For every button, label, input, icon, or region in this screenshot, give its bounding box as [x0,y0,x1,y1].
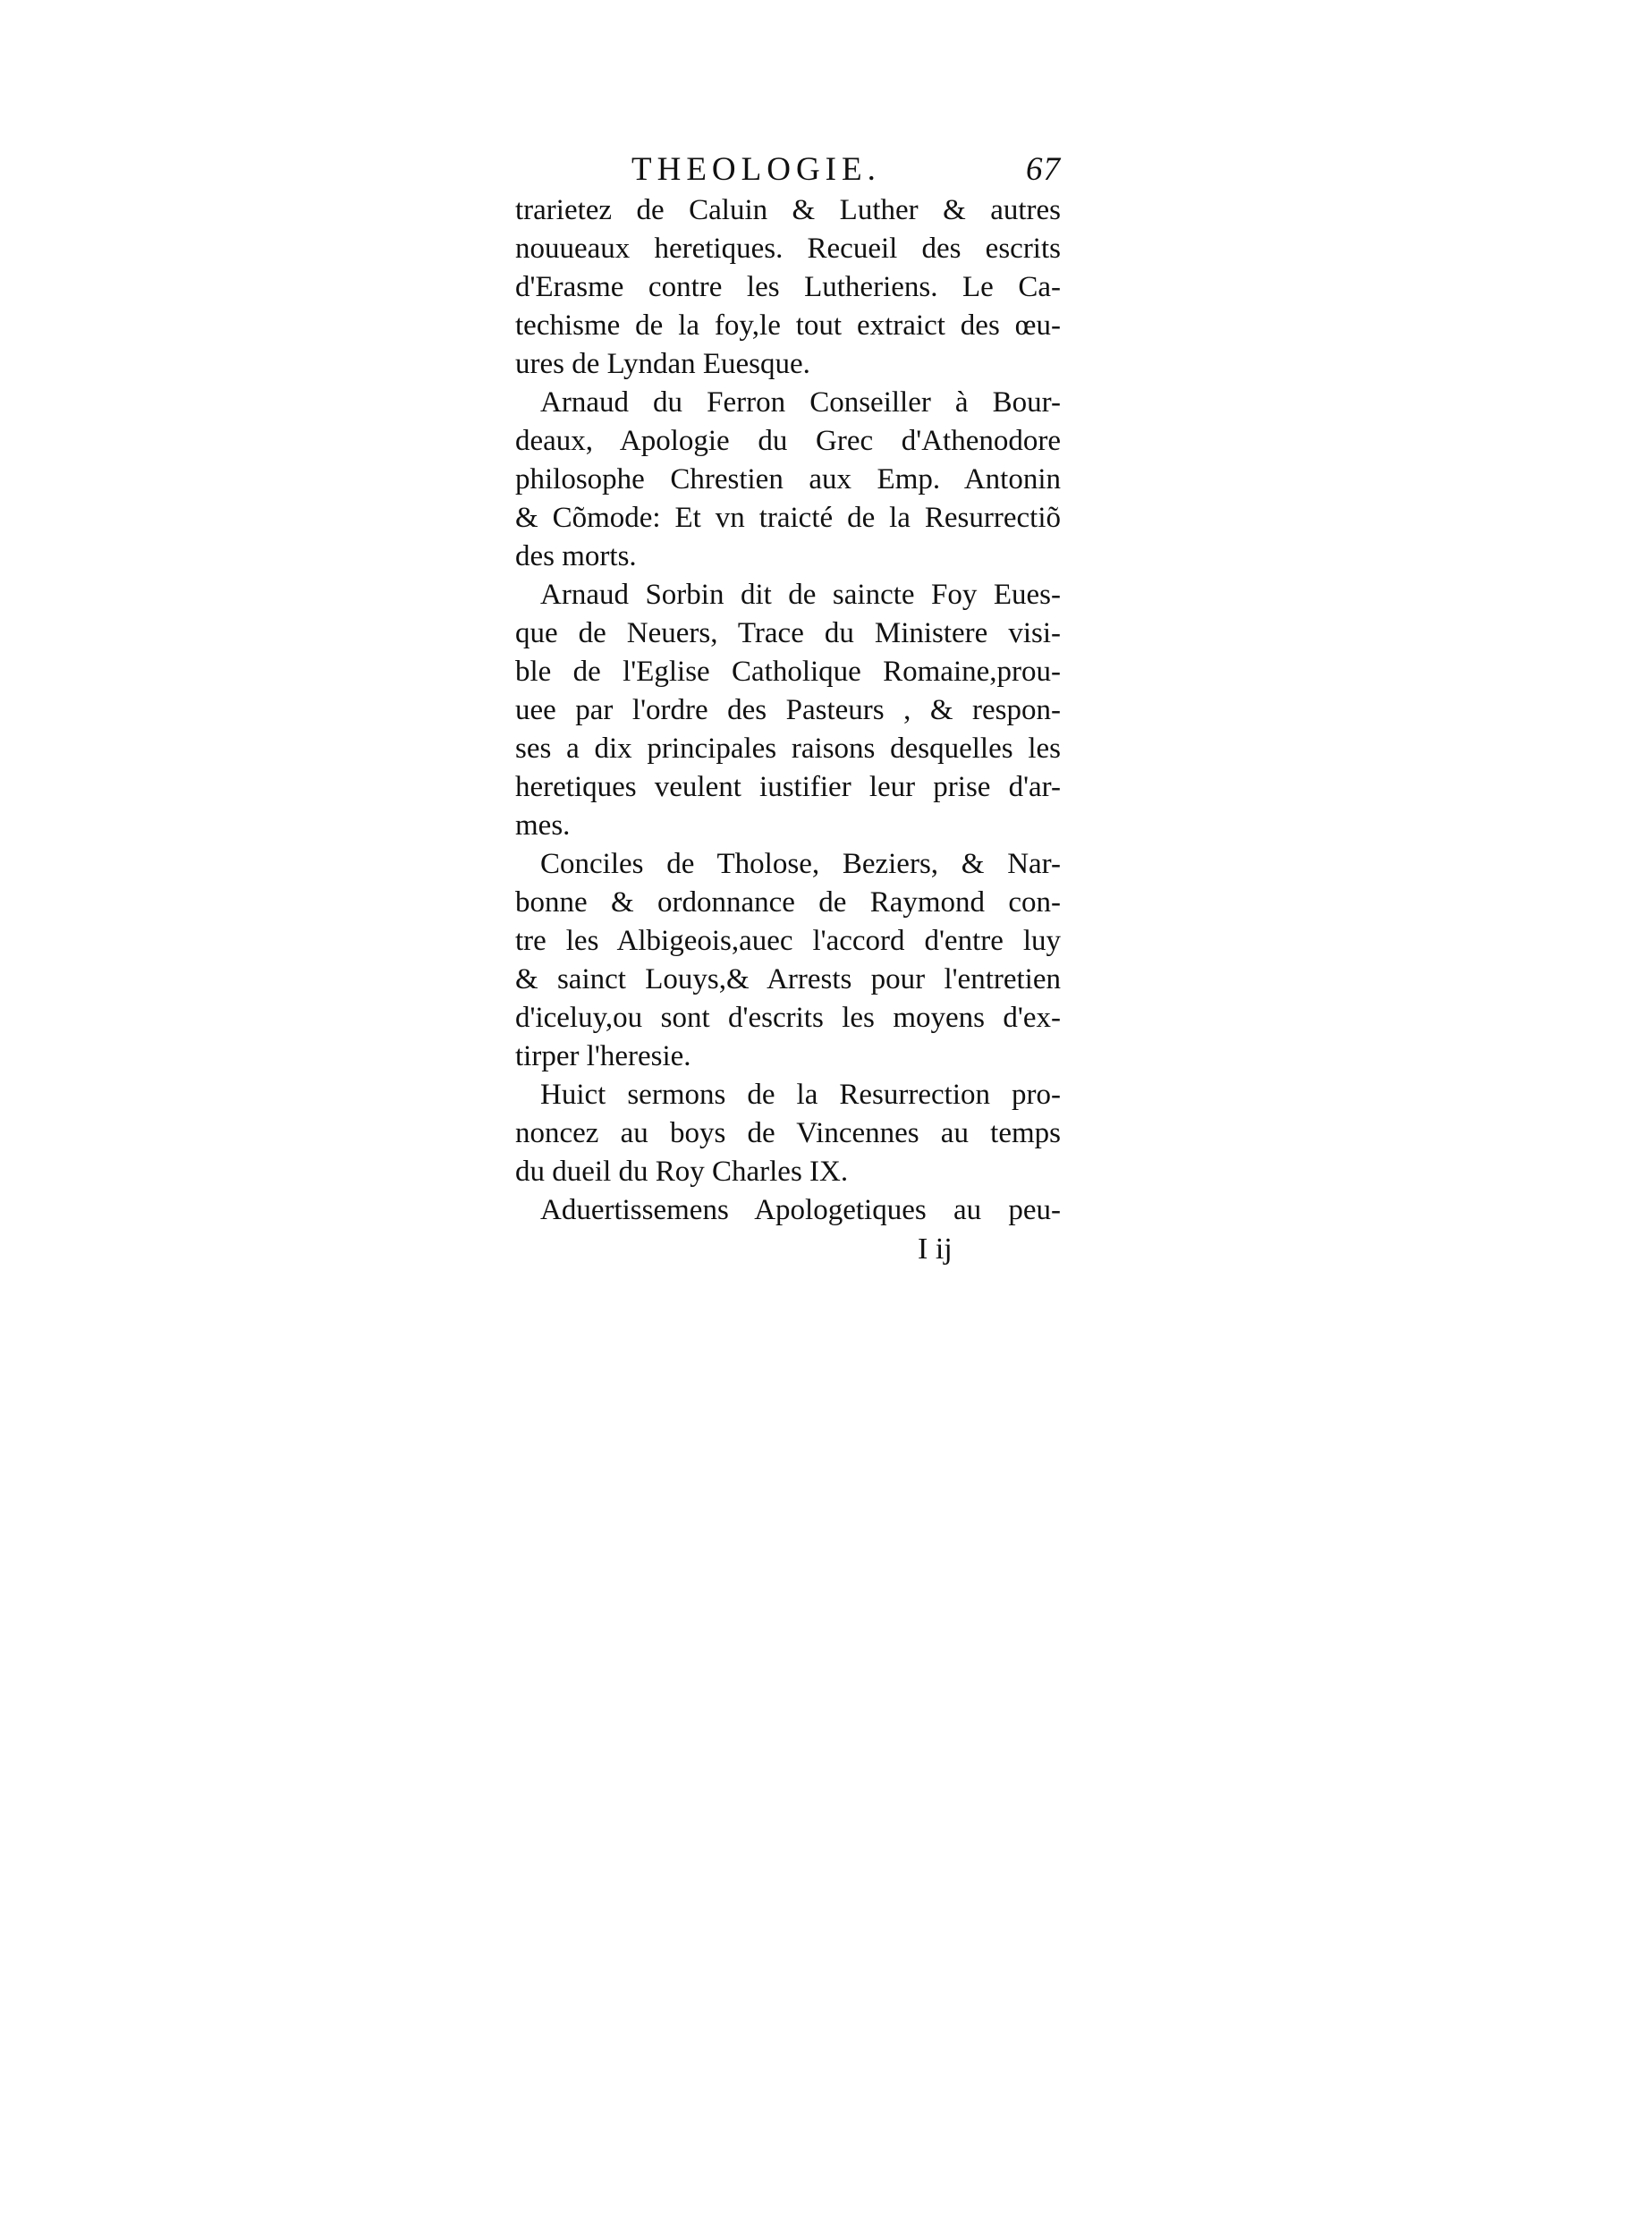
text-line: d'Erasme contre les Lutheriens. Le Ca- [515,271,1061,303]
running-head [515,150,1061,191]
text-line: tre les Albigeois,auec l'accord d'entre luy [515,925,1061,957]
signature-mark-row [515,1230,1061,1268]
text-line: d'iceluy,ou sont d'escrits les moyens d'ex- [515,1002,1061,1034]
text-line: heretiques veulent iustifier leur prise d'ar- [515,771,1061,803]
running-head-title: THEOLOGIE. [631,151,881,188]
text-line: techisme de la foy,le tout extraict des œu- [515,309,1061,342]
text-line: des morts. [515,540,637,572]
text-line: ble de l'Eglise Catholique Romaine,prou- [515,656,1061,688]
text-line: Arnaud Sorbin dit de saincte Foy Eues- [540,579,1061,611]
text-line: nouueaux heretiques. Recueil des escrits [515,233,1061,265]
text-line: tirper l'heresie. [515,1040,691,1072]
text-line: noncez au boys de Vincennes au temps [515,1117,1061,1149]
text-line: uee par l'ordre des Pasteurs , & respon- [515,694,1061,726]
text-line: deaux, Apologie du Grec d'Athenodore [515,425,1061,457]
text-line: philosophe Chrestien aux Emp. Antonin [515,463,1061,495]
text-line: Aduertissemens Apologetiques au peu- [540,1194,1061,1226]
text-line: mes. [515,809,571,842]
text-line: Conciles de Tholose, Beziers, & Nar- [540,848,1061,880]
page-number: 67 [1026,151,1061,188]
text-line: ses a dix principales raisons desquelles les [515,733,1061,765]
text-line: bonne & ordonnance de Raymond con- [515,886,1061,919]
text-line: Arnaud du Ferron Conseiller à Bour- [540,386,1061,419]
text-line: du dueil du Roy Charles IX. [515,1156,849,1188]
text-line: & Cõmode: Et vn traicté de la Resurrectiõ [515,502,1061,534]
text-line: & sainct Louys,& Arrests pour l'entretien [515,963,1061,995]
text-line: ures de Lyndan Euesque. [515,348,810,380]
text-line: trarietez de Caluin & Luther & autres [515,194,1061,226]
text-block [515,150,1061,1268]
body-text [515,191,1061,1230]
text-line: que de Neuers, Trace du Ministere visi- [515,617,1061,649]
text-line: Huict sermons de la Resurrection pro- [540,1079,1061,1111]
signature-mark: I ij [918,1232,953,1266]
